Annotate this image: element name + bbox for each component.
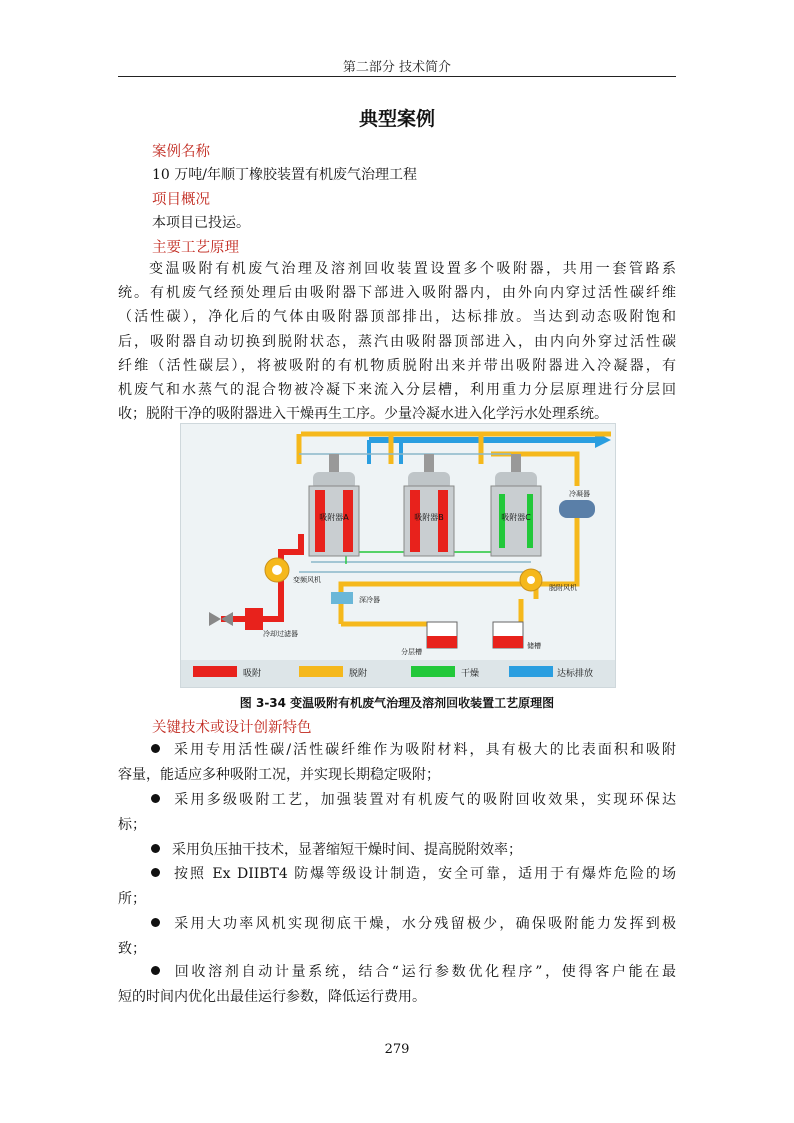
paragraph-line: 统。有机废气经预处理后由吸附器下部进入吸附器内，由外向内穿过活性碳纤维 [118, 285, 676, 302]
feature-item-6: 回收溶剂自动计量系统，结合“运行参数优化程序”，使得客户能在最 短的时间内优化出最佳运行参数，降低运行费用。 [118, 964, 676, 1005]
svg-text:分层槽: 分层槽 [401, 648, 422, 656]
process-diagram [180, 423, 616, 688]
bullet-icon [151, 844, 160, 853]
principle-heading: 主要工艺原理 [152, 240, 239, 256]
paragraph-line: 纤维（活性碳层），将被吸附的有机物质脱附出来并带出吸附器进入冷凝器，有 [118, 357, 676, 374]
paragraph-line: 变温吸附有机废气治理及溶剂回收装置设置多个吸附器，共用一套管路系 [149, 261, 676, 277]
paragraph-line: 收；脱附干净的吸附器进入干燥再生工序。少量冷凝水进入化学污水处理系统。 [118, 406, 608, 423]
svg-text:冷凝器: 冷凝器 [569, 490, 590, 498]
paragraph-line: （活性碳），净化后的气体由吸附器顶部排出，达标排放。当达到动态吸附饱和 [118, 309, 676, 326]
page-header: 第二部分 技术简介 [342, 60, 452, 75]
paragraph-line: 机废气和水蒸气的混合物被冷凝下来流入分层槽，利用重力分层原理进行分层回 [118, 382, 676, 399]
svg-text:变频风机: 变频风机 [293, 576, 321, 584]
bullet-icon [151, 918, 160, 927]
bullet-icon [151, 966, 160, 975]
adsorber-a-label: 吸附器A [319, 513, 349, 522]
page-title: 典型案例 [358, 108, 435, 130]
case-name-text: 10 万吨/年顺丁橡胶装置有机废气治理工程 [152, 167, 417, 183]
bullet-icon [151, 744, 160, 753]
case-name-heading: 案例名称 [152, 144, 210, 160]
svg-text:储槽: 储槽 [527, 642, 541, 650]
adsorber-c-label: 吸附器C [501, 513, 531, 522]
overview-heading: 项目概况 [152, 192, 210, 208]
principle-paragraph [118, 257, 676, 426]
paragraph-line: 后，吸附器自动切换到脱附状态，蒸汽由吸附器顶部进入，由内向外穿过活性碳 [118, 333, 676, 350]
svg-text:深冷器: 深冷器 [359, 596, 380, 604]
adsorber-b-label: 吸附器B [414, 513, 444, 522]
svg-text:冷却过滤器: 冷却过滤器 [263, 630, 298, 638]
page-number: 279 [384, 1042, 410, 1057]
legend-desorb: 脱附 [349, 669, 368, 679]
header-rule [118, 76, 676, 77]
figure-caption: 图 3-34 变温吸附有机废气治理及溶剂回收装置工艺原理图 [239, 696, 555, 710]
bullet-icon [151, 794, 160, 803]
legend-discharge: 达标排放 [557, 669, 594, 679]
feature-item-3: 采用负压抽干技术，显著缩短干燥时间、提高脱附效率； [118, 838, 676, 863]
legend-adsorb: 吸附 [243, 669, 262, 679]
svg-text:脱附风机: 脱附风机 [549, 584, 577, 592]
overview-text: 本项目已投运。 [152, 215, 250, 231]
bullet-icon [151, 868, 160, 877]
legend-dry: 干燥 [461, 669, 480, 679]
feature-item-1: 采用专用活性碳/活性碳纤维作为吸附材料，具有极大的比表面积和吸附 容量，能适应多种吸附工况，并实现长期稳定吸附； [118, 742, 676, 783]
features-heading: 关键技术或设计创新特色 [152, 720, 312, 736]
feature-item-2: 采用多级吸附工艺，加强装置对有机废气的吸附回收效果，实现环保达 标； [118, 792, 676, 833]
feature-item-5: 采用大功率风机实现彻底干燥，水分残留极少，确保吸附能力发挥到极 致； [118, 916, 676, 957]
feature-item-4: 按照 Ex DIIBT4 防爆等级设计制造，安全可靠，适用于有爆炸危险的场 所； [118, 866, 676, 907]
process-diagram-svg [181, 424, 615, 687]
